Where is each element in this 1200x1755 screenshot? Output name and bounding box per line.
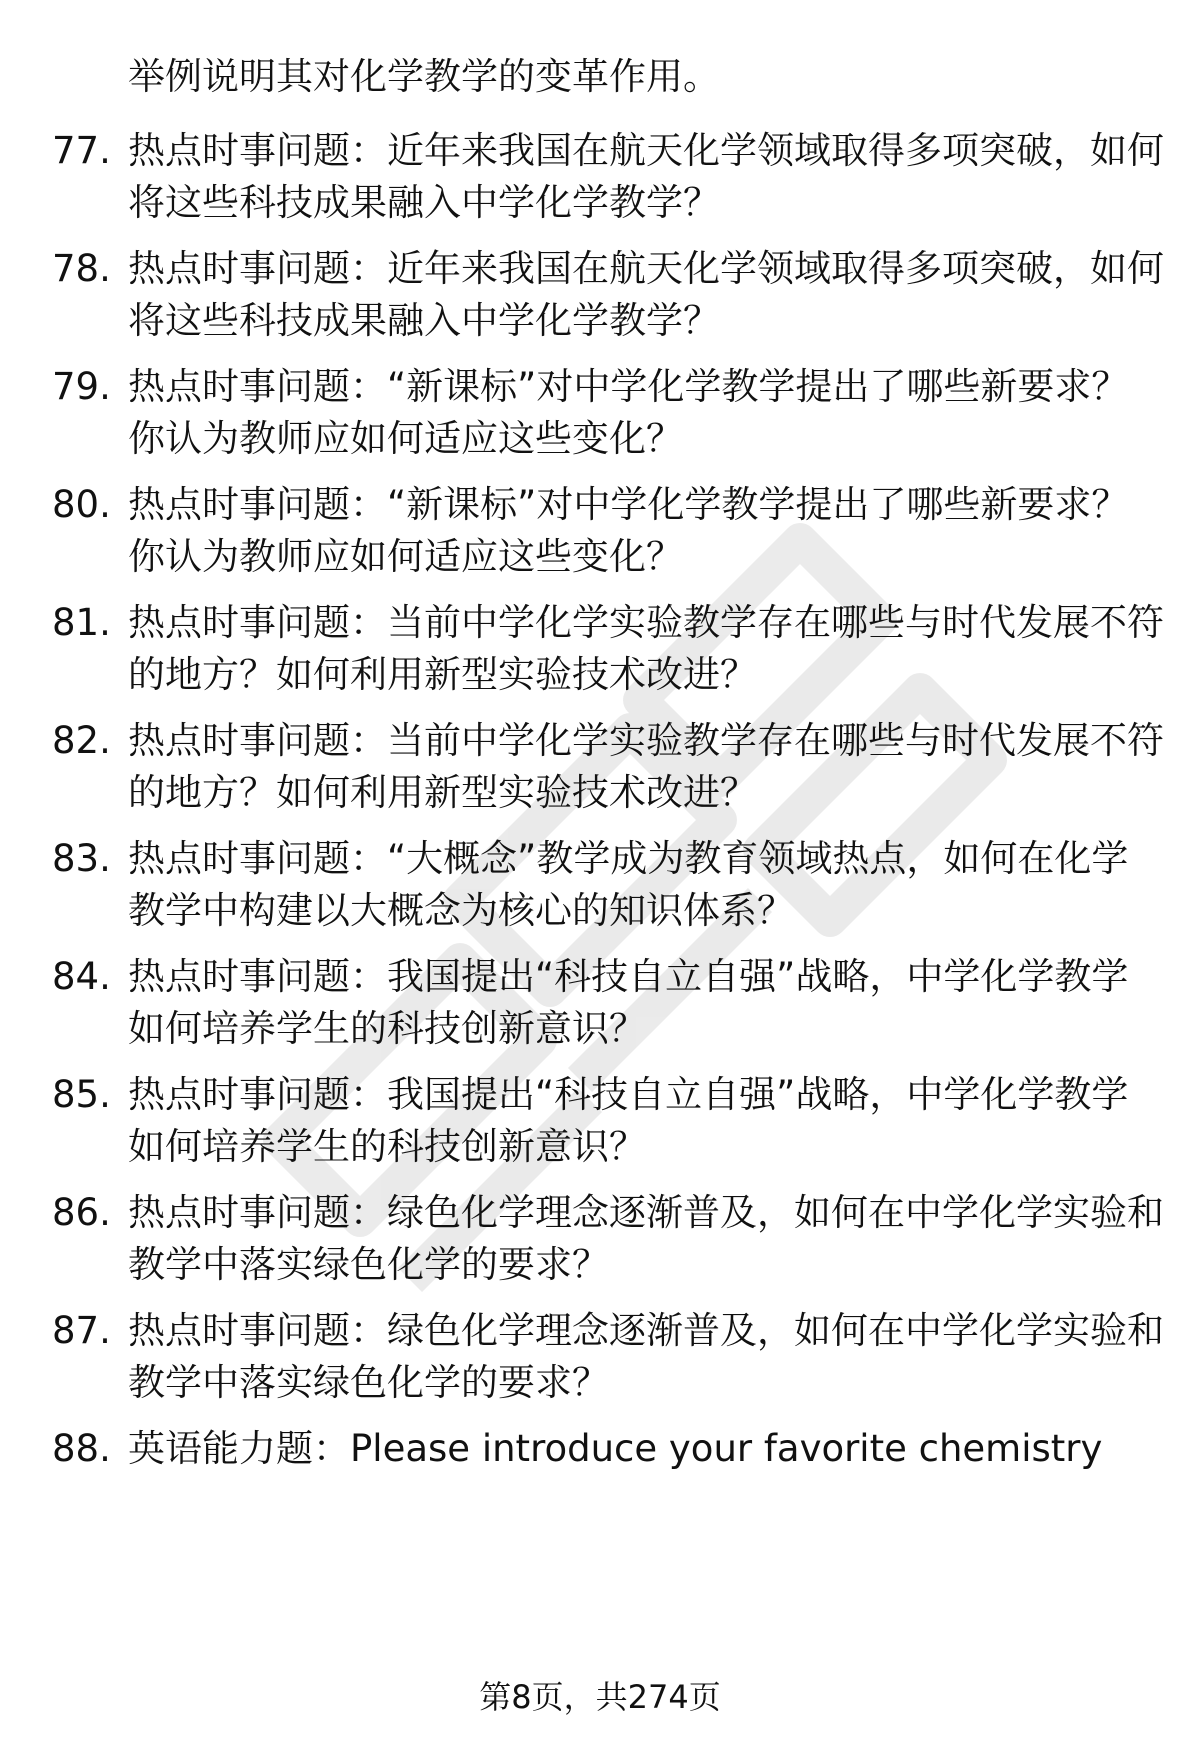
question-line: 将这些科技成果融入中学化学教学？ <box>128 299 720 342</box>
question-number: 82. <box>52 719 111 762</box>
question-number: 79. <box>52 365 111 408</box>
question-line: 热点时事问题：当前中学化学实验教学存在哪些与时代发展不符 <box>128 719 1164 762</box>
question-line: 热点时事问题：“新课标”对中学化学教学提出了哪些新要求？ <box>128 483 1129 526</box>
question-line: 热点时事问题：“大概念”教学成为教育领域热点，如何在化学 <box>128 837 1129 880</box>
question-number: 86. <box>52 1191 111 1234</box>
question-number: 87. <box>52 1309 111 1352</box>
question-line: 热点时事问题：绿色化学理念逐渐普及，如何在中学化学实验和 <box>128 1309 1164 1352</box>
question-number: 78. <box>52 247 111 290</box>
question-number: 83. <box>52 837 111 880</box>
question-number: 81. <box>52 601 111 644</box>
question-line: 的地方？如何利用新型实验技术改进？ <box>128 653 757 696</box>
question-line: 热点时事问题：近年来我国在航天化学领域取得多项突破，如何 <box>128 129 1164 172</box>
question-line: 教学中落实绿色化学的要求？ <box>128 1243 609 1286</box>
question-line: 将这些科技成果融入中学化学教学？ <box>128 181 720 224</box>
question-line: 教学中构建以大概念为核心的知识体系？ <box>128 889 794 932</box>
question-line: 你认为教师应如何适应这些变化？ <box>128 417 683 460</box>
question-line: 热点时事问题：我国提出“科技自立自强”战略，中学化学教学 <box>128 1073 1129 1116</box>
question-number: 80. <box>52 483 111 526</box>
question-number: 84. <box>52 955 111 998</box>
question-line: 教学中落实绿色化学的要求？ <box>128 1361 609 1404</box>
question-number: 77. <box>52 129 111 172</box>
question-line: 热点时事问题：我国提出“科技自立自强”战略，中学化学教学 <box>128 955 1129 998</box>
question-line: 的地方？如何利用新型实验技术改进？ <box>128 771 757 814</box>
question-line: 热点时事问题：“新课标”对中学化学教学提出了哪些新要求？ <box>128 365 1129 408</box>
question-line: 如何培养学生的科技创新意识？ <box>128 1007 646 1050</box>
question-number: 85. <box>52 1073 111 1116</box>
question-line: 热点时事问题：近年来我国在航天化学领域取得多项突破，如何 <box>128 247 1164 290</box>
question-number: 88. <box>52 1427 111 1470</box>
lead-line: 举例说明其对化学教学的变革作用。 <box>128 55 720 98</box>
question-line: 如何培养学生的科技创新意识？ <box>128 1125 646 1168</box>
question-line: 英语能力题：Please introduce your favorite chemistry <box>128 1427 1103 1470</box>
question-line: 热点时事问题：绿色化学理念逐渐普及，如何在中学化学实验和 <box>128 1191 1164 1234</box>
page-footer: 第8页，共274页 <box>479 1678 721 1716</box>
question-line: 你认为教师应如何适应这些变化？ <box>128 535 683 578</box>
question-line: 热点时事问题：当前中学化学实验教学存在哪些与时代发展不符 <box>128 601 1164 644</box>
